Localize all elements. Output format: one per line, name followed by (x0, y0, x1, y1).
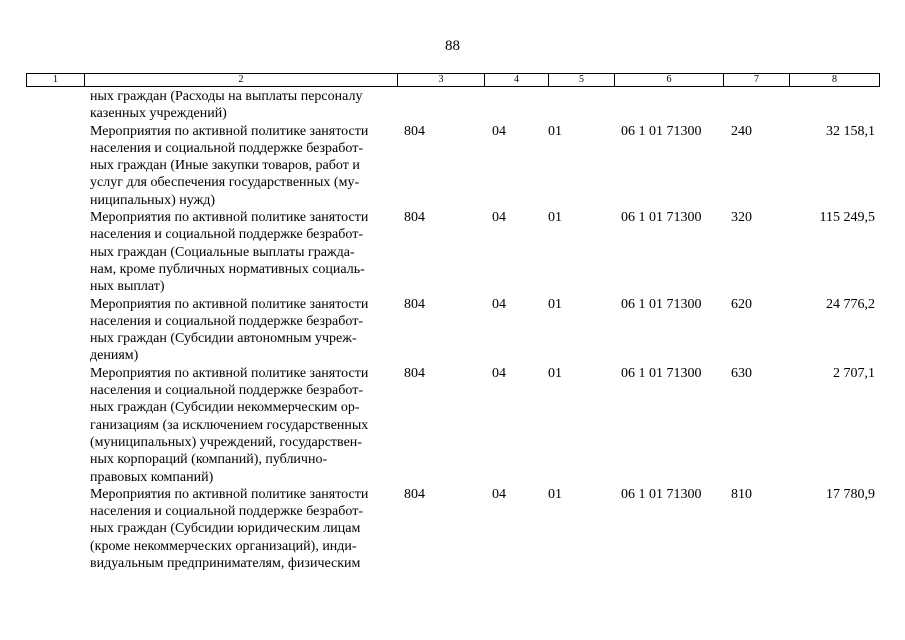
table-row (26, 88, 879, 123)
table-row (26, 486, 879, 572)
target-article-code: 06 1 01 71300 (621, 123, 702, 139)
description-line: (муниципальных) учреждений, государствен- (90, 434, 362, 450)
target-article-code: 06 1 01 71300 (621, 486, 702, 502)
description-line: ных граждан (Расходы на выплаты персоналу (90, 89, 363, 104)
description-line: нам, кроме публичных нормативных социаль- (90, 261, 365, 277)
subsection-code: 01 (548, 365, 562, 381)
table-row (26, 123, 879, 209)
row-description (90, 296, 402, 365)
header-col-5: 5 (549, 74, 615, 87)
description-line: видуальным предпринимателям, физическим (90, 556, 361, 572)
description-line: Мероприятия по активной политике занятости (90, 296, 369, 312)
expense-type-code: 620 (731, 296, 752, 312)
description-line: населения и социальной поддержке безработ- (90, 227, 363, 243)
header-col-6: 6 (615, 74, 724, 87)
section-code: 04 (492, 365, 506, 381)
description-line: населения и социальной поддержке безработ- (90, 383, 363, 399)
column-number-header (26, 73, 880, 87)
description-line: населения и социальной поддержке безработ- (90, 504, 363, 520)
description-line: населения и социальной поддержке безработ- (90, 140, 363, 156)
description-line: Мероприятия по активной политике занятости (90, 123, 369, 139)
description-line: ных граждан (Субсидии автономным учреж- (90, 331, 357, 347)
description-line: Мероприятия по активной политике занятости (90, 486, 369, 502)
ministry-code: 804 (404, 296, 425, 312)
header-col-8: 8 (790, 74, 880, 87)
header-col-3: 3 (398, 74, 485, 87)
page-number: 88 (445, 38, 460, 54)
subsection-code: 01 (548, 123, 562, 139)
ministry-code: 804 (404, 123, 425, 139)
header-row (27, 74, 880, 87)
section-code: 04 (492, 296, 506, 312)
row-description (90, 486, 402, 572)
target-article-code: 06 1 01 71300 (621, 365, 702, 381)
amount: 17 780,9 (826, 486, 875, 502)
table-row (26, 209, 879, 295)
description-line: ных корпораций (компаний), публично- (90, 452, 328, 468)
header-col-7: 7 (724, 74, 790, 87)
amount: 115 249,5 (819, 210, 875, 226)
header-col-4: 4 (485, 74, 549, 87)
ministry-code: 804 (404, 210, 425, 226)
amount: 24 776,2 (826, 296, 875, 312)
expense-type-code: 810 (731, 486, 752, 502)
row-description (90, 88, 402, 123)
description-line: дениям) (90, 348, 139, 364)
budget-table-body (26, 88, 879, 572)
section-code: 04 (492, 210, 506, 226)
amount: 2 707,1 (833, 365, 875, 381)
description-line: (кроме некоммерческих организаций), инди- (90, 538, 357, 554)
ministry-code: 804 (404, 365, 425, 381)
header-col-2: 2 (85, 74, 398, 87)
expense-type-code: 240 (731, 123, 752, 139)
row-description (90, 209, 402, 295)
amount: 32 158,1 (826, 123, 875, 139)
description-line: услуг для обеспечения государственных (му- (90, 175, 360, 191)
section-code: 04 (492, 123, 506, 139)
description-line: ных выплат) (90, 279, 165, 295)
description-line: населения и социальной поддержке безработ- (90, 313, 363, 329)
expense-type-code: 320 (731, 210, 752, 226)
description-line: ных граждан (Субсидии юридическим лицам (90, 521, 361, 537)
description-line: Мероприятия по активной политике занятости (90, 365, 369, 381)
subsection-code: 01 (548, 210, 562, 226)
description-line: ных граждан (Субсидии некоммерческим ор- (90, 400, 360, 416)
subsection-code: 01 (548, 296, 562, 312)
description-line: казенных учреждений) (90, 106, 227, 122)
header-col-1: 1 (27, 74, 85, 87)
target-article-code: 06 1 01 71300 (621, 210, 702, 226)
description-line: ниципальных) нужд) (90, 192, 215, 208)
subsection-code: 01 (548, 486, 562, 502)
expense-type-code: 630 (731, 365, 752, 381)
row-description (90, 123, 402, 209)
table-row (26, 365, 879, 486)
target-article-code: 06 1 01 71300 (621, 296, 702, 312)
description-line: ных граждан (Иные закупки товаров, работ и (90, 158, 360, 174)
description-line: ных граждан (Социальные выплаты гражда- (90, 244, 355, 260)
table-row (26, 296, 879, 365)
description-line: Мероприятия по активной политике занятости (90, 210, 369, 226)
ministry-code: 804 (404, 486, 425, 502)
description-line: ганизациям (за исключением государственных (90, 417, 369, 433)
section-code: 04 (492, 486, 506, 502)
description-line: правовых компаний) (90, 469, 214, 485)
row-description (90, 365, 402, 486)
